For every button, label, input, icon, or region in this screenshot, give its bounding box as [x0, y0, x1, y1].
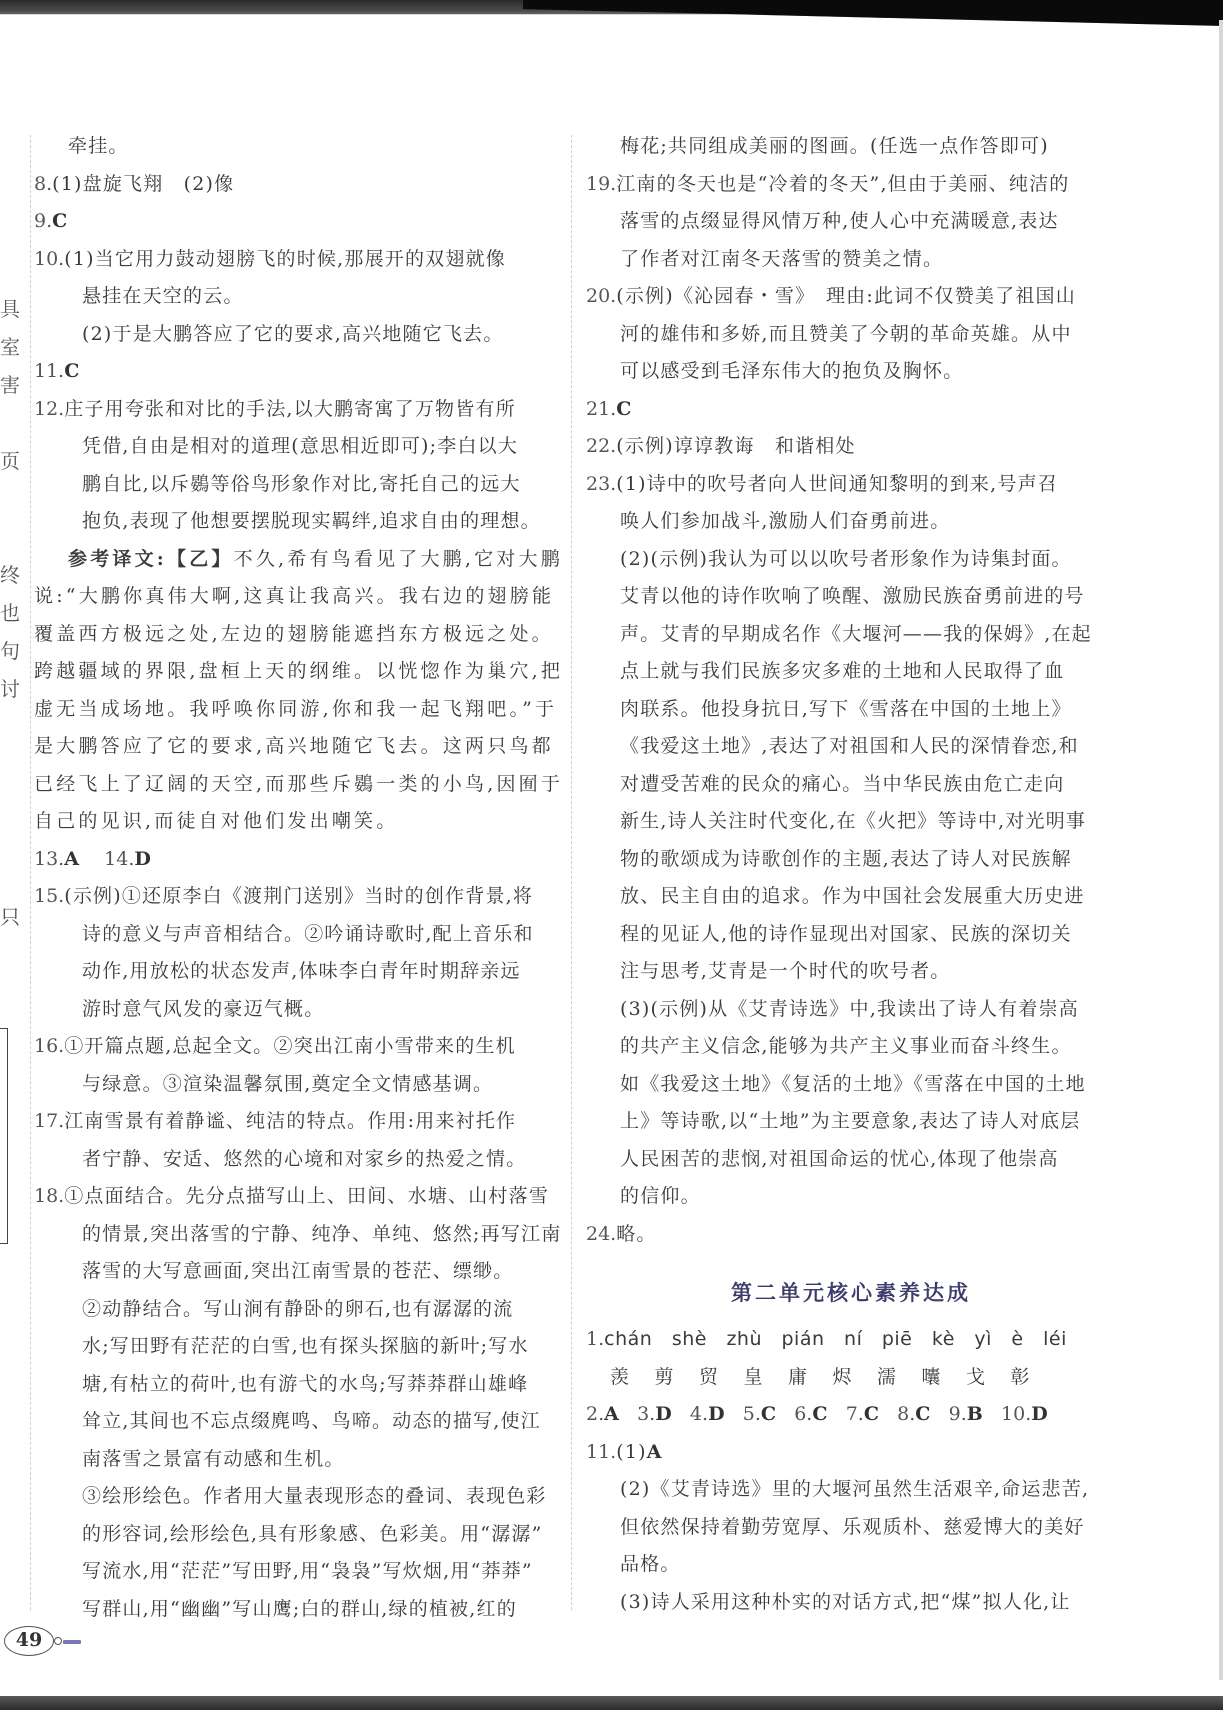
answer-line — [34, 241, 564, 279]
choice-answer: D — [134, 847, 153, 870]
question-number: 3. — [637, 1403, 656, 1425]
page-number-badge — [4, 1626, 54, 1656]
answer-text: 的共产主义信念,能够为共产主义事业而奋斗终生。 — [620, 1035, 1072, 1057]
margin-glyph: 句 — [0, 639, 20, 663]
answer-text: 可以感受到毛泽东伟大的抱负及胸怀。 — [620, 360, 964, 382]
answer-continuation — [34, 953, 564, 991]
character-answer: 戈 — [966, 1365, 987, 1388]
scan-bottom-edge — [0, 1696, 1223, 1710]
character-answer: 皇 — [743, 1365, 764, 1388]
question-number: 6. — [794, 1403, 813, 1425]
answer-continuation — [586, 1546, 1116, 1584]
answer-text: ③绘形绘色。作者用大量表现形态的叠词、表现色彩 — [82, 1485, 547, 1507]
answer-text: 庄子用夸张和对比的手法,以大鹏寄寓了万物皆有所 — [64, 397, 516, 420]
margin-glyph — [0, 860, 18, 898]
question-number: 5. — [742, 1403, 761, 1425]
question-number: 24. — [586, 1222, 617, 1245]
answer-continuation — [34, 503, 564, 541]
column-divider-center — [571, 135, 572, 1610]
answer-text: ①开篇点题,总起全文。②突出江南小雪带来的生机 — [64, 1035, 516, 1057]
answer-continuation — [34, 1516, 564, 1554]
question-number: 1. — [586, 1328, 605, 1350]
answer-continuation — [34, 1328, 564, 1366]
margin-glyph: 具 — [0, 297, 20, 321]
answer-text: 耸立,其间也不忘点缀麂鸣、鸟啼。动态的描写,使江 — [82, 1410, 541, 1432]
answer-continuation — [586, 316, 1116, 354]
question-number: 8. — [897, 1403, 916, 1425]
answer-line — [34, 391, 564, 429]
answer-text: (1) — [616, 1440, 647, 1463]
answer-continuation — [586, 578, 1116, 616]
question-number: 11. — [34, 360, 65, 382]
choice-answer: D — [655, 1403, 673, 1425]
choice-answer: C — [760, 1403, 778, 1425]
translation-line — [34, 691, 564, 729]
answer-text: 牵挂。 — [68, 135, 129, 157]
answer-text: 凭借,自由是相对的道理(意思相近即可);李白以大 — [82, 435, 519, 457]
answer-text: 但依然保持着勤劳宽厚、乐观质朴、慈爱博大的美好 — [620, 1515, 1085, 1538]
answer-line — [34, 1103, 564, 1141]
answer-text: 物的歌颂成为诗歌创作的主题,表达了诗人对民族解 — [620, 847, 1072, 870]
answer-text: 者宁静、安适、悠然的心境和对家乡的热爱之情。 — [82, 1147, 527, 1170]
translation-text: 已经飞上了辽阔的天空,而那些斥鷃一类的小鸟,因囿于 — [34, 772, 564, 795]
answer-continuation — [34, 1441, 564, 1479]
translation-line — [34, 541, 564, 579]
character-answer: 贸 — [699, 1365, 720, 1388]
choice-answer: C — [64, 360, 81, 382]
translation-line — [34, 803, 564, 841]
answer-continuation — [586, 1103, 1116, 1141]
margin-glyph: 页 — [0, 449, 20, 473]
question-number: 8. — [34, 172, 53, 195]
page-number: 49 — [15, 1629, 43, 1651]
translation-line — [34, 578, 564, 616]
answer-line — [586, 1216, 1116, 1254]
answer-continuation — [586, 991, 1116, 1029]
margin-glyph — [0, 518, 18, 556]
margin-glyph — [0, 708, 18, 746]
question-number: 21. — [586, 397, 617, 420]
answer-line — [586, 278, 1116, 316]
answer-text: 注与思考,艾青是一个时代的吹号者。 — [620, 960, 951, 982]
answer-text: 程的见证人,他的诗作显现出对国家、民族的深切关 — [620, 922, 1072, 945]
answer-line — [34, 203, 564, 241]
answer-text: (示例)《沁园春・雪》 理由:此词不仅赞美了祖国山 — [616, 285, 1076, 307]
answer-text: (3)(示例)从《艾青诗选》中,我读出了诗人有着崇高 — [620, 997, 1079, 1020]
answer-continuation — [586, 728, 1116, 766]
answer-text: 与绿意。③渲染温馨氛围,奠定全文情感基调。 — [82, 1072, 494, 1095]
answer-text: 对遭受苦难的民众的痛心。当中华民族由危亡走向 — [620, 772, 1065, 795]
answer-continuation — [586, 353, 1116, 391]
left-margin-bleed-text — [0, 290, 18, 936]
answer-text: 抱负,表现了他想要摆脱现实羁绊,追求自由的理想。 — [82, 510, 541, 532]
answer-line — [586, 391, 1116, 429]
multiple-choice-answers — [586, 1396, 1116, 1434]
answer-continuation — [586, 1028, 1116, 1066]
answer-text: 游时意气风发的豪迈气概。 — [82, 997, 325, 1020]
answer-text: 写流水,用“茫茫”写田野,用“袅袅”写炊烟,用“莽莽” — [82, 1560, 533, 1582]
answer-continuation — [34, 428, 564, 466]
translation-text: 跨越疆域的界限,盘桓上天的纲维。以恍惚作为巢穴,把 — [34, 660, 564, 682]
answer-text: 如《我爱这土地》《复活的土地》《雪落在中国的土地 — [620, 1072, 1086, 1095]
translation-text: 自己的见识,而徒自对他们发出嘲笑。 — [34, 810, 399, 832]
answer-line — [586, 428, 1116, 466]
answer-continuation — [34, 1553, 564, 1591]
translation-label: 参考译文:【乙】 — [68, 547, 234, 570]
question-number: 14. — [104, 847, 135, 870]
answer-text: 肉联系。他投身抗日,写下《雪落在中国的土地上》 — [620, 697, 1072, 720]
answer-text: 河的雄伟和多娇,而且赞美了今朝的革命英雄。从中 — [620, 322, 1072, 345]
answer-line — [34, 878, 564, 916]
question-number: 17. — [34, 1110, 65, 1132]
answer-text: 新生,诗人关注时代变化,在《火把》等诗中,对光明事 — [620, 810, 1087, 832]
answer-continuation — [34, 1291, 564, 1329]
margin-glyph: 室 — [0, 335, 20, 359]
answer-continuation — [586, 878, 1116, 916]
answer-continuation — [34, 1066, 564, 1104]
answer-text: 落雪的点缀显得风情万种,使人心中充满暖意,表达 — [620, 210, 1059, 232]
answer-continuation — [34, 1216, 564, 1254]
answer-text: 江南雪景有着静谧、纯洁的特点。作用:用来衬托作 — [64, 1110, 517, 1132]
answer-text: (2)于是大鹏答应了它的要求,高兴地随它飞去。 — [82, 322, 504, 345]
answer-text: 塘,有枯立的荷叶,也有游弋的水鸟;写莽莽群山雄峰 — [82, 1372, 529, 1395]
answer-text: (1)盘旋飞翔 (2)像 — [52, 172, 235, 195]
answer-continuation — [34, 1366, 564, 1404]
question-number: 10. — [34, 247, 65, 270]
translation-line — [34, 766, 564, 804]
answer-continuation — [586, 541, 1116, 579]
answer-text: 江南的冬天也是“冷着的冬天”,但由于美丽、纯洁的 — [616, 172, 1070, 195]
answer-text: 艾青以他的诗作吹响了唤醒、激励民族奋勇前进的号 — [620, 585, 1085, 607]
question-number: 9. — [34, 210, 53, 232]
question-number: 19. — [586, 172, 617, 195]
answer-line — [34, 1028, 564, 1066]
translation-text: 是大鹏答应了它的要求,高兴地随它飞去。这两只鸟都 — [34, 735, 554, 757]
answer-text: 略。 — [616, 1222, 657, 1245]
question-number: 2. — [586, 1403, 605, 1425]
character-answer-line — [586, 1359, 1116, 1397]
question-number: 20. — [586, 285, 617, 307]
answer-line — [586, 466, 1116, 504]
margin-glyph — [0, 746, 18, 784]
answer-continuation — [586, 1584, 1116, 1622]
choice-answer: C — [812, 1403, 829, 1425]
character-answer: 濡 — [877, 1365, 898, 1388]
choice-answer: C — [915, 1403, 932, 1425]
margin-glyph — [0, 480, 18, 518]
choice-answer: D — [708, 1403, 726, 1425]
choice-answer: D — [1031, 1403, 1049, 1425]
answer-continuation — [34, 1591, 564, 1629]
answer-text: (1)当它用力鼓动翅膀飞的时候,那展开的双翅就像 — [64, 247, 506, 270]
choice-answer: A — [64, 847, 81, 870]
choice-answer: C — [863, 1403, 881, 1425]
answer-text: ①点面结合。先分点描写山上、田间、水塘、山村落雪 — [64, 1185, 550, 1207]
answer-text: (2)(示例)我认为可以以吹号者形象作为诗集封面。 — [620, 547, 1072, 570]
answer-line — [586, 166, 1116, 204]
answer-continuation — [586, 653, 1116, 691]
translation-text: 不久,希有鸟看见了大鹏,它对大鹏 — [233, 547, 563, 570]
answer-text: ②动静结合。写山涧有静卧的卵石,也有潺潺的流 — [82, 1297, 514, 1320]
answer-continuation — [34, 466, 564, 504]
column-divider-left — [30, 135, 31, 1610]
answer-text: (1)诗中的吹号者向人世间通知黎明的到来,号声召 — [616, 472, 1058, 495]
margin-glyph — [0, 404, 18, 442]
answer-continuation — [34, 991, 564, 1029]
answer-continuation — [34, 316, 564, 354]
answer-text: 悬挂在天空的云。 — [82, 285, 244, 307]
answer-text: 诗的意义与声音相结合。②吟诵诗歌时,配上音乐和 — [82, 922, 534, 945]
margin-glyph: 只 — [0, 905, 20, 929]
answer-text: 放、民主自由的追求。作为中国社会发展重大历史进 — [620, 885, 1085, 907]
left-column — [34, 128, 564, 1628]
translation-line — [34, 653, 564, 691]
answer-text: 的情景,突出落雪的宁静、纯净、单纯、悠然;再写江南 — [82, 1222, 562, 1245]
answer-continuation — [586, 1178, 1116, 1216]
answer-text: 点上就与我们民族多灾多难的土地和人民取得了血 — [620, 660, 1065, 682]
answer-continuation — [586, 616, 1116, 654]
translation-line — [34, 728, 564, 766]
answer-line — [34, 166, 564, 204]
answer-text: (2)《艾青诗选》里的大堰河虽然生活艰辛,命运悲苦, — [620, 1478, 1090, 1500]
question-number: 16. — [34, 1035, 65, 1057]
translation-line — [34, 616, 564, 654]
answer-text: (示例)谆谆教诲 和谐相处 — [616, 435, 856, 457]
answer-continuation — [586, 1471, 1116, 1509]
answer-text: 水;写田野有茫茫的白雪,也有探头探脑的新叶;写水 — [82, 1335, 529, 1357]
choice-answer: B — [966, 1403, 985, 1425]
page-number-ornament-icon — [54, 1637, 62, 1645]
answer-continuation — [586, 841, 1116, 879]
character-answer: 剪 — [654, 1365, 675, 1388]
answer-continuation — [586, 766, 1116, 804]
question-number: 4. — [689, 1403, 709, 1425]
answer-continuation — [34, 128, 564, 166]
choice-answer: A — [646, 1440, 663, 1463]
right-column — [586, 128, 1116, 1621]
answer-text: 声。艾青的早期成名作《大堰河——我的保姆》,在起 — [620, 622, 1092, 645]
page-number-accent-bar — [63, 1640, 81, 1644]
answer-text: 《我爱这土地》,表达了对祖国和人民的深情眷恋,和 — [620, 735, 1079, 757]
question-number: 11. — [586, 1440, 617, 1463]
left-margin-box — [0, 1028, 8, 1244]
answer-continuation — [586, 691, 1116, 729]
answer-text: 鹏自比,以斥鷃等俗鸟形象作对比,寄托自己的远大 — [82, 472, 521, 495]
character-answer: 庸 — [788, 1365, 809, 1388]
question-number: 12. — [34, 397, 65, 420]
question-number: 9. — [948, 1403, 967, 1425]
answer-continuation — [34, 1141, 564, 1179]
page-right-edge — [1219, 20, 1223, 1680]
answer-text: 人民困苦的悲悯,对祖国命运的忧心,体现了他崇高 — [620, 1147, 1059, 1170]
choice-answer: A — [604, 1403, 621, 1425]
answer-text: 品格。 — [620, 1553, 681, 1575]
answer-continuation — [586, 1509, 1116, 1547]
question-number: 23. — [586, 472, 617, 495]
margin-glyph: 终 — [0, 563, 20, 587]
translation-text: 说:“大鹏你真伟大啊,这真让我高兴。我右边的翅膀能 — [34, 585, 555, 607]
pinyin-answer-line — [586, 1321, 1116, 1359]
answer-continuation — [586, 241, 1116, 279]
character-answer: 彰 — [1010, 1365, 1031, 1388]
question-number: 10. — [1001, 1403, 1032, 1425]
answer-text: (示例)①还原李白《渡荆门送别》当时的创作背景,将 — [64, 885, 534, 907]
pinyin-text: chán shè zhù pián ní piē kè yì è léi — [604, 1328, 1067, 1350]
question-number: 13. — [34, 847, 65, 870]
answer-text: 唤人们参加战斗,激励人们奋勇前进。 — [620, 510, 951, 532]
character-answer: 羡 — [610, 1365, 631, 1388]
answer-continuation — [586, 953, 1116, 991]
question-number: 22. — [586, 435, 617, 457]
answer-continuation — [34, 1253, 564, 1291]
margin-glyph — [0, 784, 18, 822]
translation-text: 覆盖西方极远之处,左边的翅膀能遮挡东方极远之处。 — [34, 622, 554, 645]
answer-continuation — [586, 503, 1116, 541]
answer-line — [34, 353, 564, 391]
answer-line — [34, 1178, 564, 1216]
answer-text: 写群山,用“幽幽”写山鹰;白的群山,绿的植被,红的 — [82, 1597, 517, 1620]
answer-continuation — [586, 803, 1116, 841]
answer-line — [34, 841, 564, 879]
question-number: 7. — [845, 1403, 864, 1425]
answer-text: 南落雪之景富有动感和生机。 — [82, 1447, 345, 1470]
answer-text: 了作者对江南冬天落雪的赞美之情。 — [620, 247, 944, 270]
translation-text: 虚无当成场地。我呼唤你同游,你和我一起飞翔吧。”于 — [34, 697, 558, 720]
choice-answer: C — [52, 210, 69, 232]
answer-text: (3)诗人采用这种朴实的对话方式,把“煤”拟人化,让 — [620, 1590, 1071, 1613]
answer-text: 动作,用放松的状态发声,体味李白青年时期辞亲远 — [82, 960, 521, 982]
answer-text: 落雪的大写意画面,突出江南雪景的苍茫、缥缈。 — [82, 1260, 514, 1282]
question-number: 15. — [34, 885, 65, 907]
answer-line — [586, 1434, 1116, 1472]
section-title: 第二单元核心素养达成 — [731, 1281, 971, 1305]
answer-continuation — [586, 1141, 1116, 1179]
question-number: 18. — [34, 1185, 65, 1207]
answer-text: 梅花;共同组成美丽的图画。(任选一点作答即可) — [620, 135, 1049, 157]
answer-continuation — [34, 1403, 564, 1441]
answer-text: 的信仰。 — [620, 1185, 701, 1207]
answer-continuation — [34, 916, 564, 954]
margin-glyph: 讨 — [0, 677, 20, 701]
choice-answer: C — [616, 397, 633, 420]
answer-text: 的形容词,绘形绘色,具有形象感、色彩美。用“潺潺” — [82, 1522, 543, 1545]
answer-continuation — [586, 128, 1116, 166]
answer-continuation — [586, 916, 1116, 954]
answer-continuation — [586, 1066, 1116, 1104]
answer-continuation — [34, 1478, 564, 1516]
character-answer: 囔 — [921, 1365, 942, 1388]
margin-glyph — [0, 822, 18, 860]
answer-continuation — [34, 278, 564, 316]
margin-glyph: 也 — [0, 601, 20, 625]
margin-glyph: 害 — [0, 373, 20, 397]
answer-text: 上》等诗歌,以“土地”为主要意象,表达了诗人对底层 — [620, 1110, 1081, 1132]
answer-continuation — [586, 203, 1116, 241]
character-answer: 烬 — [832, 1365, 853, 1388]
